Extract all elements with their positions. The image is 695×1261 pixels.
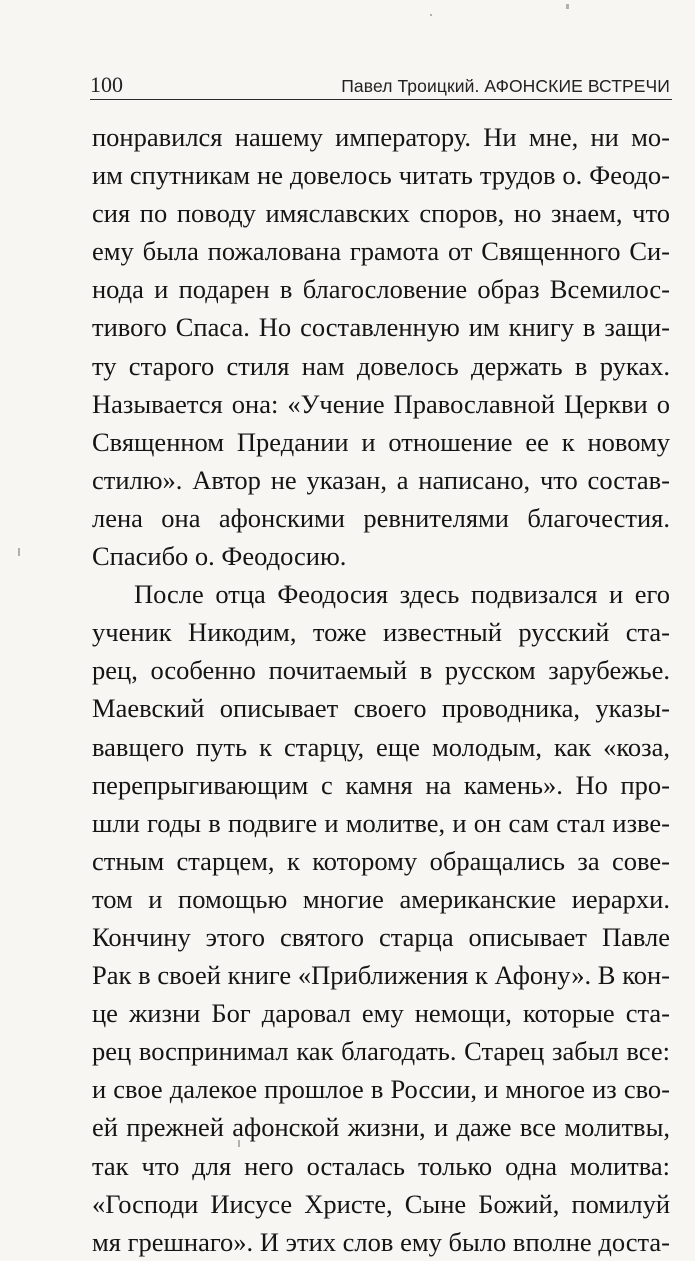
header-rule <box>90 99 672 100</box>
text-line: им спутникам не довелось читать трудов о. Феодо- <box>92 160 670 191</box>
text-line: Рак в своей книге «Приближения к Афону». В кон- <box>92 960 670 991</box>
text-line: Кончину этого святого старца описывает Павле <box>92 921 670 952</box>
text-line: и свое далекое прошлое в России, и многое из сво- <box>92 1074 670 1105</box>
text-line: рец воспринимал как благодать. Старец забыл все: <box>92 1036 670 1067</box>
text-line: ту старого стиля нам довелось держать в руках. <box>92 350 670 381</box>
text-line: тивого Спаса. Но составленную им книгу в защи- <box>92 312 670 343</box>
text-line: шли годы в подвиге и молитве, и он сам стал изве- <box>92 807 670 838</box>
text-line: перепрыгивающим с камня на камень». Но про- <box>92 769 670 800</box>
page-number: 100 <box>90 72 123 97</box>
body-text <box>92 118 670 1261</box>
text-line: це жизни Бог даровал ему немощи, которые ста- <box>92 998 670 1029</box>
text-line: лена она афонскими ревнителями благочестия. <box>92 502 670 533</box>
text-line: сия по поводу имяславских споров, но знаем, что <box>92 198 670 229</box>
text-line: понравился нашему императору. Ни мне, ни мо- <box>92 122 670 152</box>
text-line: нода и подарен в благословение образ Всемилос- <box>92 274 670 305</box>
text-line: После отца Феодосия здесь подвизался и его <box>134 579 670 610</box>
text-line: ученик Никодим, тоже известный русский ста- <box>92 617 670 648</box>
text-line: рец, особенно почитаемый в русском зарубежье. <box>92 655 670 686</box>
scan-speck <box>18 548 20 556</box>
text-line: Спасибо о. Феодосию. <box>92 541 347 572</box>
text-line: стилю». Автор не указан, а написано, что состав- <box>92 464 670 495</box>
text-line: вавщего путь к старцу, еще молодым, как «коза, <box>92 731 670 762</box>
text-line: так что для него осталась только одна молитва: <box>92 1150 670 1181</box>
text-line: стным старцем, к которому обращались за сове- <box>92 845 670 876</box>
running-head: Павел Троицкий. АФОНСКИЕ ВСТРЕЧИ <box>341 76 670 96</box>
text-line: Священном Предании и отношение ее к новому <box>92 426 670 457</box>
text-line: ей прежней афонской жизни, и даже все молитвы, <box>92 1112 670 1143</box>
text-line: «Господи Иисусе Христе, Сыне Божий, помилуй <box>92 1188 670 1219</box>
text-line: том и помощью многие американские иерархи. <box>92 883 670 914</box>
scan-speck <box>430 14 432 16</box>
text-line: мя грешнаго». И этих слов ему было вполне доста- <box>92 1226 670 1257</box>
text-line: ему была пожалована грамота от Священного Си- <box>92 236 670 267</box>
scan-speck <box>566 4 569 9</box>
page-header <box>90 68 674 100</box>
text-line: Маевский описывает своего проводника, указы- <box>92 693 670 724</box>
text-line: Называется она: «Учение Православной Церкви о <box>92 388 670 419</box>
